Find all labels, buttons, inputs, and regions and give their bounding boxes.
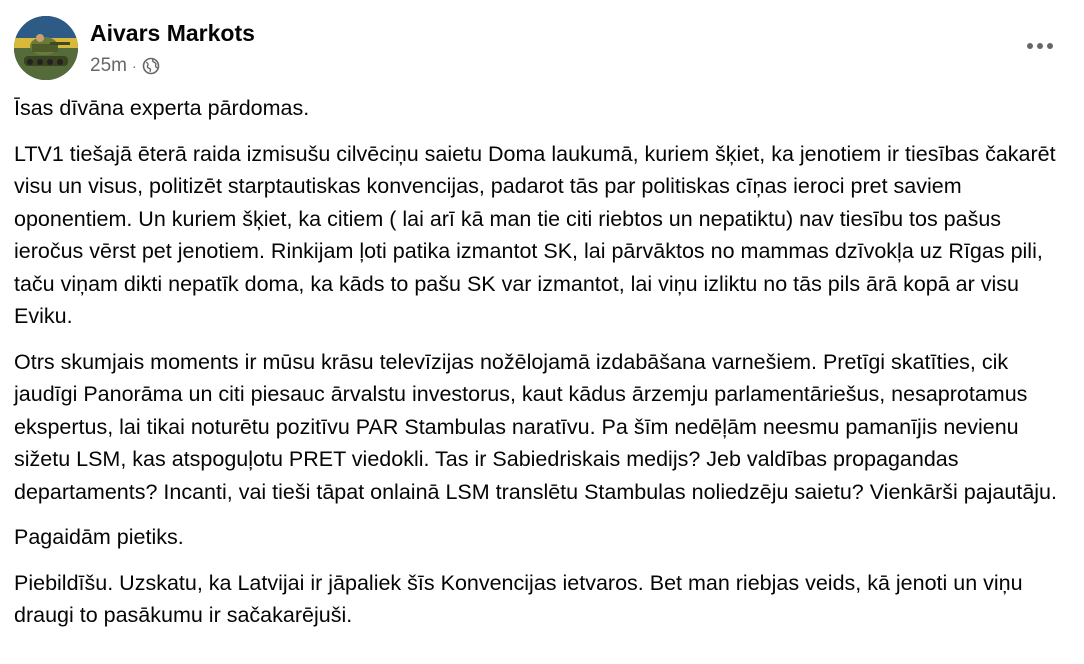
post-paragraph: Otrs skumjais moments ir mūsu krāsu televīzijas nožēlojamā izdabāšana varnešiem. Pretīgi skatīties, cik jaudīgi Panorāma un citi piesauc ārvalstu investorus, kaut kādus ārzemju parlamentāriešus, nesaprotamus ekspertus, lai tikai noturētu pozitīvu PAR Stambulas naratīvu. Pa šīm nedēļām neesmu pamanījis nevienu sižetu LSM, kas atspoguļotu PRET viedokli. Tas ir Sabiedriskais medijs? Jeb valdības propagandas departaments? Incanti, vai tieši tāpat onlainā LSM translētu Stambulas noliedzēju saietu? Vienkārši pajautāju. — [14, 349, 1057, 504]
post-paragraph: Piebildīšu. Uzskatu, ka Latvijai ir jāpaliek šīs Konvencijas ietvaros. Bet man riebjas veids, kā jenoti un viņu draugi to pasākumu ir sačakarējuši. — [14, 570, 1023, 627]
more-horizontal-icon — [1027, 43, 1033, 49]
post-paragraph: Īsas dīvāna experta pārdomas. — [14, 96, 310, 120]
post-text — [14, 92, 1070, 645]
avatar[interactable] — [14, 16, 78, 80]
post-header — [14, 16, 1070, 82]
meta-separator: · — [131, 58, 137, 74]
avatar-image-icon — [14, 16, 78, 80]
post-time[interactable]: 25m — [90, 55, 127, 76]
globe-icon[interactable] — [142, 57, 160, 75]
more-options-button[interactable] — [1020, 32, 1060, 60]
post-paragraph: Pagaidām pietiks. — [14, 525, 184, 549]
post-paragraph: LTV1 tiešajā ēterā raida izmisušu cilvēciņu saietu Doma laukumā, kuriem šķiet, ka jenotiem ir tiesības čakarēt visu un visus, politizēt starptautiskas konvencijas, padarot tās par politiskas cīņas ieroci pret saviem oponentiem. Un kuriem šķiet, ka citiem ( lai arī kā man tie citi riebtos un nepatiktu) nav tiesību tos pašus ieročus vērst pet jenotiem. Rinkijam ļoti patika izmantot SK, lai pārvāktos no mammas dzīvokļa uz Rīgas pili, taču viņam dikti nepatīk doma, ka kāds to pašu SK var izmantot, lai viņu izliktu no tās pils ārā kopā ar visu Eviku. — [14, 141, 1056, 328]
post-meta — [90, 54, 160, 78]
author-name[interactable]: Aivars Markots — [90, 20, 255, 46]
